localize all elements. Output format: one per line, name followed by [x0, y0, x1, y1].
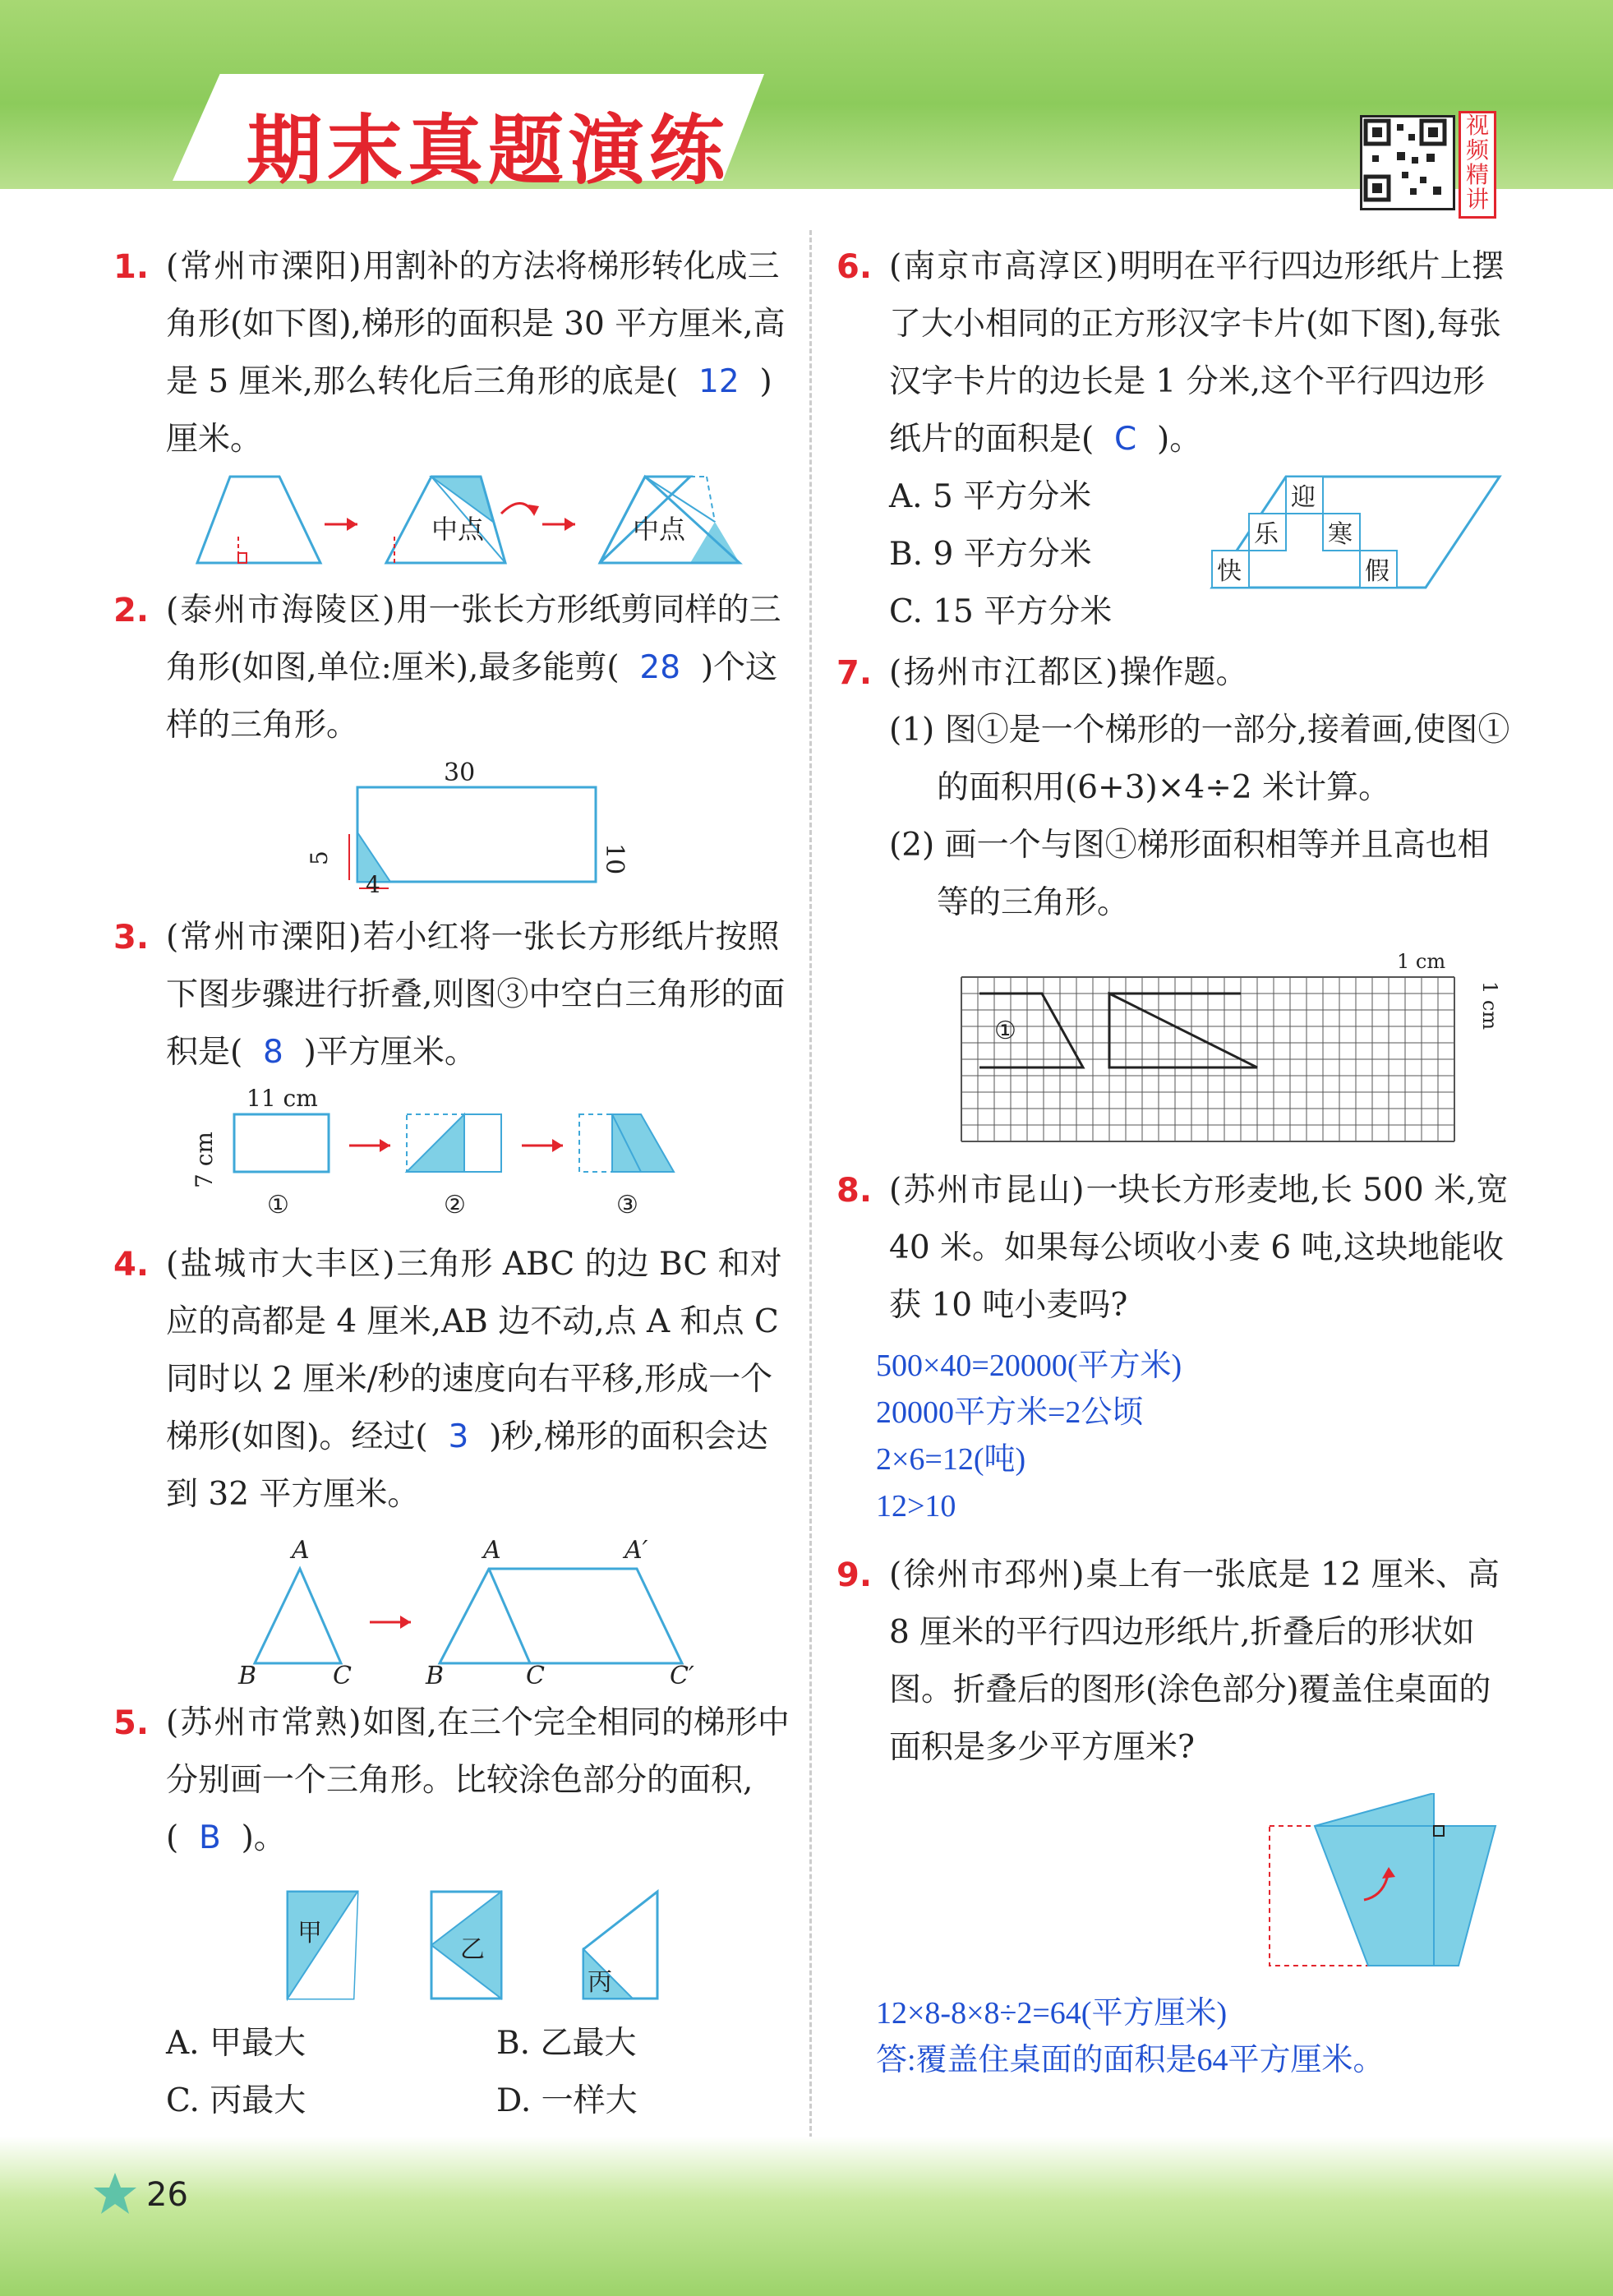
- question-text: 三角形 ABC 的边 BC 和对应的高都是 4 厘米,AB 边不动,点 A 和点 C 同时以 2 厘米/秒的速度向右平移,形成一个梯形(如图)。经过(: [166, 1246, 782, 1455]
- question-source: (南京市高淳区): [889, 248, 1120, 285]
- footer-band: [0, 2137, 1613, 2296]
- card-ying: 迎: [1291, 483, 1316, 512]
- question-9: [838, 1547, 1512, 2084]
- point-c-prime: C′: [670, 1662, 694, 1688]
- question-text: 一块长方形麦地,长 500 米,宽 40 米。如果每公顷收小麦 6 吨,这块地能收获 10 吨小麦吗?: [889, 1172, 1509, 1324]
- figure-card-parallelogram: [1208, 468, 1504, 600]
- question-7: [838, 644, 1512, 1146]
- question-text-after: )平方厘米。: [303, 1034, 477, 1071]
- dim-height: 7 cm: [191, 1132, 218, 1188]
- figure-folding-steps: [115, 1081, 797, 1221]
- question-number: 5.: [113, 1704, 150, 1742]
- question-number: 1.: [113, 248, 150, 286]
- question-number: 4.: [113, 1246, 150, 1284]
- page-title: 期末真题演练: [247, 107, 730, 195]
- option-a[interactable]: A. 甲最大: [166, 2025, 306, 2062]
- question-8: [838, 1162, 1512, 1530]
- figure-folded-parallelogram: [838, 1793, 1512, 1982]
- card-jia: 假: [1365, 557, 1389, 586]
- question-text-after: )个这样的三角形。: [166, 649, 778, 744]
- point-a-prime: A′: [624, 1536, 648, 1565]
- question-text: 桌上有一张底是 12 厘米、高 8 厘米的平行四边形纸片,折叠后的形状如图。折叠后的图形(涂色部分)覆盖住桌面的面积是多少平方厘米?: [889, 1556, 1500, 1766]
- star-icon: [90, 2169, 140, 2219]
- page-number: 26: [146, 2176, 188, 2214]
- option-b[interactable]: B. 乙最大: [496, 2025, 637, 2062]
- question-source: (常州市溧阳): [166, 248, 363, 285]
- question-2: [115, 582, 797, 894]
- question-number: 3.: [113, 919, 150, 957]
- card-le: 乐: [1254, 520, 1279, 549]
- figure-three-trapezoids: [115, 1867, 797, 2015]
- question-5: [115, 1694, 797, 2130]
- question-text: 用一张长方形纸剪同样的三角形(如图,单位:厘米),最多能剪(: [166, 592, 781, 686]
- question-number: 6.: [836, 248, 873, 286]
- step-label-3: ③: [616, 1191, 638, 1219]
- shape-jia: 甲: [297, 1919, 322, 1948]
- answer-line: 答:覆盖住桌面的面积是64平方厘米。: [876, 2043, 1385, 2077]
- question-number: 9.: [836, 1556, 873, 1594]
- question-3: [115, 909, 797, 1221]
- question-text: 若小红将一张长方形纸片按照下图步骤进行折叠,则图③中空白三角形的面积是(: [166, 919, 786, 1071]
- point-a2: A: [483, 1536, 501, 1565]
- dim-left: 5: [306, 851, 333, 865]
- answer: 28: [639, 649, 681, 686]
- question-1: [115, 238, 797, 575]
- figure-rectangle: [115, 754, 797, 894]
- work-line: 12>10: [876, 1489, 956, 1524]
- question-source: (常州市溧阳): [166, 919, 363, 956]
- shape-bing: 丙: [588, 1968, 612, 1997]
- question-source: (苏州市常熟): [166, 1704, 363, 1741]
- qr-code-icon[interactable]: [1360, 115, 1455, 210]
- answer: 3: [448, 1418, 469, 1455]
- point-c: C: [333, 1662, 352, 1688]
- grid-label-h: 1 cm: [1397, 950, 1446, 973]
- right-column: [838, 238, 1512, 2084]
- trapezoid-label: ①: [994, 1017, 1016, 1045]
- answer: 8: [263, 1034, 283, 1071]
- question-text: 操作题。: [1119, 654, 1248, 691]
- question-source: (盐城市大丰区): [166, 1246, 397, 1283]
- point-c2: C: [526, 1662, 545, 1688]
- step-label-1: ①: [267, 1191, 289, 1219]
- question-source: (扬州市江都区): [889, 654, 1120, 691]
- work-line: 500×40=20000(平方米): [876, 1349, 1182, 1383]
- question-text-after: )秒,梯形的面积会达到 32 平方厘米。: [166, 1418, 768, 1513]
- option-a[interactable]: A. 5 平方分米: [889, 478, 1092, 515]
- question-4: [115, 1236, 797, 1688]
- question-text-after: )。: [241, 1819, 286, 1856]
- step-label-2: ②: [444, 1191, 466, 1219]
- option-c[interactable]: C. 丙最大: [166, 2082, 306, 2119]
- question-source: (徐州市邳州): [889, 1556, 1086, 1593]
- grid-label-v: 1 cm: [1478, 981, 1501, 1030]
- answer: B: [199, 1819, 221, 1856]
- dim-width: 11 cm: [247, 1085, 318, 1112]
- figure-grid: [838, 948, 1512, 1146]
- work-line: 12×8-8×8÷2=64(平方厘米): [876, 1996, 1228, 2031]
- sub-question-1: (1) 图①是一个梯形的一部分,接着画,使图①的面积用(6+3)×4÷2 米计算。: [889, 712, 1510, 806]
- question-number: 7.: [836, 654, 873, 692]
- point-b2: B: [426, 1662, 445, 1688]
- midpoint-label-1: 中点: [431, 514, 485, 545]
- question-text: 明明在平行四边形纸片上摆了大小相同的正方形汉字卡片(如下图),每张汉字卡片的边长是 1 分米,这个平行四边形纸片的面积是(: [889, 248, 1505, 458]
- option-c[interactable]: C. 15 平方分米: [889, 593, 1113, 630]
- column-divider: [809, 230, 812, 2153]
- sub-question-2: (2) 画一个与图①梯形面积相等并且高也相等的三角形。: [889, 827, 1490, 921]
- dim-bottom: 4: [366, 871, 380, 894]
- question-source: (苏州市昆山): [889, 1172, 1086, 1209]
- figure-triangle-translate: [115, 1524, 797, 1688]
- question-text-after: )。: [1157, 421, 1202, 458]
- question-text: 如图,在三个完全相同的梯形中分别画一个三角形。比较涂色部分的面积,(: [166, 1704, 790, 1856]
- question-number: 2.: [113, 592, 150, 629]
- card-han: 寒: [1328, 520, 1353, 549]
- figure-trapezoid-transform: [115, 468, 797, 575]
- option-b[interactable]: B. 9 平方分米: [889, 536, 1092, 573]
- point-a: A: [292, 1536, 310, 1565]
- question-text: 用割补的方法将梯形转化成三角形(如下图),梯形的面积是 30 平方厘米,高是 5 厘米,那么转化后三角形的底是(: [166, 248, 786, 400]
- question-text-after: )厘米。: [166, 363, 772, 458]
- question-number: 8.: [836, 1172, 873, 1210]
- left-column: [115, 238, 797, 2130]
- dim-top: 30: [444, 758, 476, 787]
- dim-right: 10: [600, 843, 629, 875]
- video-tag[interactable]: 视频精讲: [1459, 111, 1496, 219]
- midpoint-label-2: 中点: [633, 514, 686, 545]
- point-b: B: [238, 1662, 257, 1688]
- answer: 12: [698, 363, 740, 400]
- question-6: [838, 238, 1512, 641]
- option-d[interactable]: D. 一样大: [496, 2082, 638, 2119]
- work-line: 2×6=12(吨): [876, 1442, 1026, 1477]
- shape-yi: 乙: [460, 1935, 485, 1964]
- question-source: (泰州市海陵区): [166, 592, 397, 629]
- work-line: 20000平方米=2公顷: [876, 1395, 1144, 1430]
- card-kuai: 快: [1217, 557, 1242, 586]
- answer: C: [1114, 421, 1137, 458]
- grid-paper: [838, 948, 1512, 1146]
